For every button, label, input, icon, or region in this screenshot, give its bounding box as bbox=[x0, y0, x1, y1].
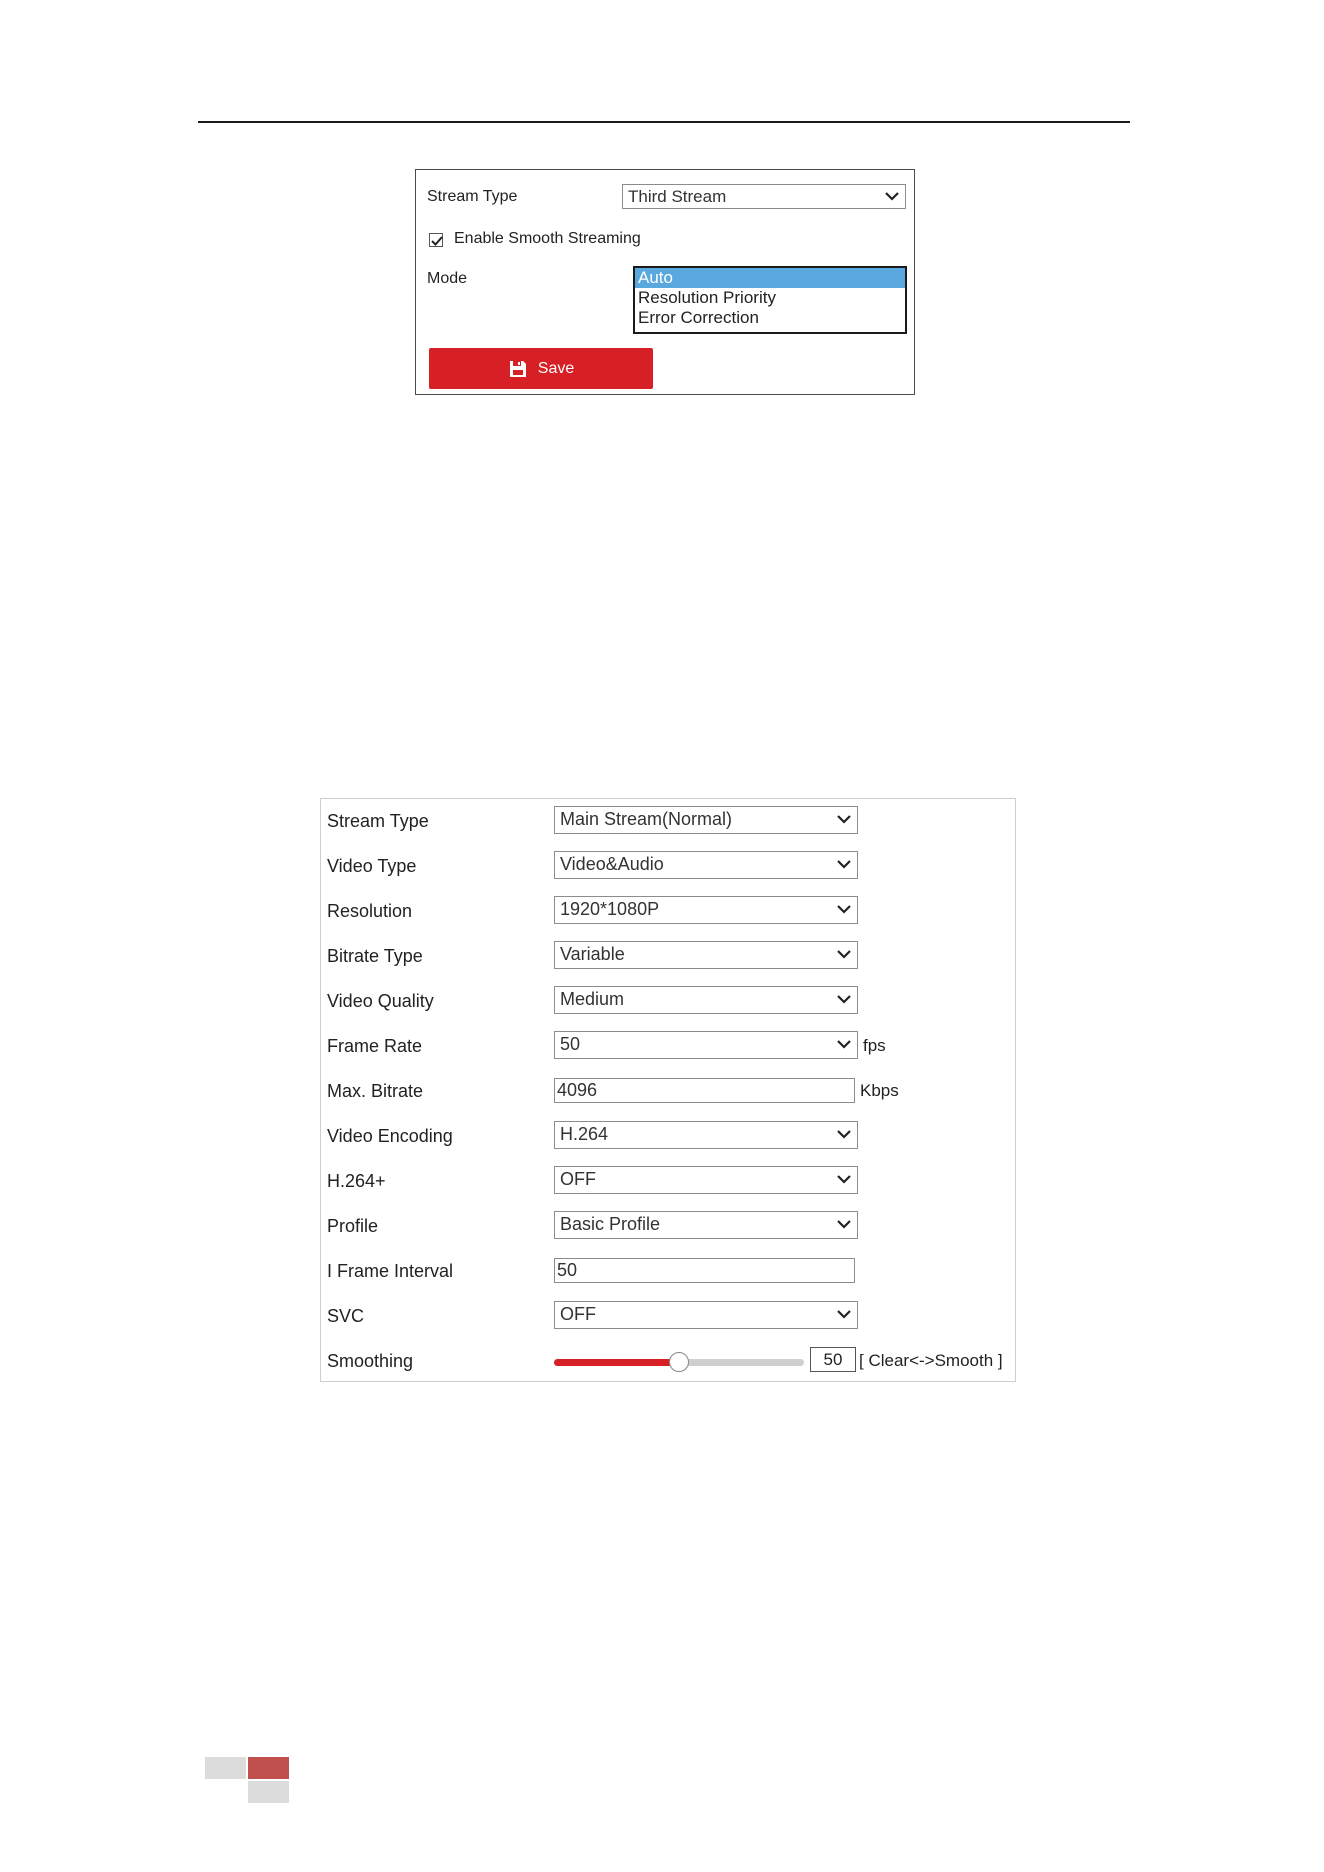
mode-option-resolution-priority[interactable]: Resolution Priority bbox=[638, 288, 776, 307]
svc-select[interactable] bbox=[554, 1301, 858, 1329]
frame-rate-value: 50 bbox=[560, 1034, 581, 1054]
save-label: Save bbox=[537, 359, 575, 377]
chevron-down-icon bbox=[885, 189, 899, 203]
floppy-disk-icon bbox=[508, 359, 528, 379]
smoothing-label: Smoothing bbox=[327, 1351, 414, 1371]
row-bitrate-type bbox=[321, 941, 1015, 971]
row-i-frame-interval bbox=[321, 1256, 1015, 1286]
stream-type-select[interactable] bbox=[622, 184, 906, 209]
frame-rate-unit: fps bbox=[863, 1036, 886, 1055]
max-bitrate-unit: Kbps bbox=[860, 1081, 899, 1100]
max-bitrate-input[interactable]: 4096 bbox=[554, 1078, 855, 1103]
stream-type-value: Third Stream bbox=[628, 187, 727, 206]
stream-type-value: Main Stream(Normal) bbox=[560, 809, 733, 829]
chevron-down-icon bbox=[837, 1172, 851, 1186]
stream-type-label: Stream Type bbox=[327, 811, 429, 831]
footer-block-grey bbox=[205, 1757, 246, 1779]
smooth-streaming-checkbox[interactable] bbox=[429, 233, 443, 247]
smoothing-hint: [ Clear<->Smooth ] bbox=[859, 1351, 1003, 1370]
chevron-down-icon bbox=[837, 1127, 851, 1141]
video-quality-select[interactable] bbox=[554, 986, 858, 1014]
frame-rate-select[interactable] bbox=[554, 1031, 858, 1059]
resolution-value: 1920*1080P bbox=[560, 899, 660, 919]
footer-block-grey-lower bbox=[248, 1781, 289, 1803]
svc-label: SVC bbox=[327, 1306, 365, 1326]
smoothing-slider-handle[interactable] bbox=[669, 1352, 689, 1372]
row-h264plus bbox=[321, 1166, 1015, 1196]
footer-block-red bbox=[248, 1757, 289, 1779]
profile-value: Basic Profile bbox=[560, 1214, 661, 1234]
checkmark-icon bbox=[430, 234, 444, 248]
max-bitrate-label: Max. Bitrate bbox=[327, 1081, 424, 1101]
resolution-select[interactable] bbox=[554, 896, 858, 924]
smooth-streaming-label: Enable Smooth Streaming bbox=[454, 230, 641, 247]
chevron-down-icon bbox=[837, 992, 851, 1006]
row-video-encoding bbox=[321, 1121, 1015, 1151]
svc-value: OFF bbox=[560, 1304, 596, 1324]
bitrate-type-select[interactable] bbox=[554, 941, 858, 969]
chevron-down-icon bbox=[837, 1037, 851, 1051]
chevron-down-icon bbox=[837, 1217, 851, 1231]
row-smoothing bbox=[321, 1346, 1015, 1376]
row-svc bbox=[321, 1301, 1015, 1331]
video-type-select[interactable] bbox=[554, 851, 858, 879]
smoothing-slider-fill bbox=[554, 1359, 679, 1366]
row-profile bbox=[321, 1211, 1015, 1241]
stream-type-select[interactable] bbox=[554, 806, 858, 834]
resolution-label: Resolution bbox=[327, 901, 413, 921]
h264plus-value: OFF bbox=[560, 1169, 596, 1189]
h264plus-label: H.264+ bbox=[327, 1171, 386, 1191]
h264plus-select[interactable] bbox=[554, 1166, 858, 1194]
row-video-quality bbox=[321, 986, 1015, 1016]
header-rule bbox=[198, 121, 1130, 123]
chevron-down-icon bbox=[837, 1307, 851, 1321]
smoothing-slider[interactable] bbox=[554, 1359, 804, 1366]
save-button[interactable] bbox=[429, 348, 653, 389]
i-frame-interval-label: I Frame Interval bbox=[327, 1261, 454, 1281]
row-video-type bbox=[321, 851, 1015, 881]
chevron-down-icon bbox=[837, 902, 851, 916]
video-encoding-value: H.264 bbox=[560, 1124, 609, 1144]
mode-listbox[interactable] bbox=[633, 266, 907, 334]
chevron-down-icon bbox=[837, 947, 851, 961]
row-frame-rate bbox=[321, 1031, 1015, 1061]
profile-select[interactable] bbox=[554, 1211, 858, 1239]
video-type-label: Video Type bbox=[327, 856, 417, 876]
row-resolution bbox=[321, 896, 1015, 926]
profile-label: Profile bbox=[327, 1216, 379, 1236]
mode-label: Mode bbox=[427, 270, 468, 287]
row-stream-type bbox=[321, 806, 1015, 836]
video-encoding-select[interactable] bbox=[554, 1121, 858, 1149]
stream-type-label: Stream Type bbox=[427, 188, 518, 205]
row-max-bitrate bbox=[321, 1076, 1015, 1106]
i-frame-interval-input[interactable]: 50 bbox=[554, 1258, 855, 1283]
video-quality-label: Video Quality bbox=[327, 991, 434, 1011]
frame-rate-label: Frame Rate bbox=[327, 1036, 423, 1056]
mode-option-auto[interactable]: Auto bbox=[635, 268, 905, 288]
video-encoding-label: Video Encoding bbox=[327, 1126, 453, 1146]
chevron-down-icon bbox=[837, 812, 851, 826]
video-quality-value: Medium bbox=[560, 989, 625, 1009]
bitrate-type-label: Bitrate Type bbox=[327, 946, 423, 966]
chevron-down-icon bbox=[837, 857, 851, 871]
smooth-streaming-panel bbox=[415, 169, 915, 395]
mode-option-error-correction[interactable]: Error Correction bbox=[638, 308, 759, 327]
smoothing-value-input[interactable]: 50 bbox=[810, 1347, 856, 1372]
video-type-value: Video&Audio bbox=[560, 854, 664, 874]
bitrate-type-value: Variable bbox=[560, 944, 625, 964]
video-settings-panel bbox=[320, 798, 1016, 1382]
